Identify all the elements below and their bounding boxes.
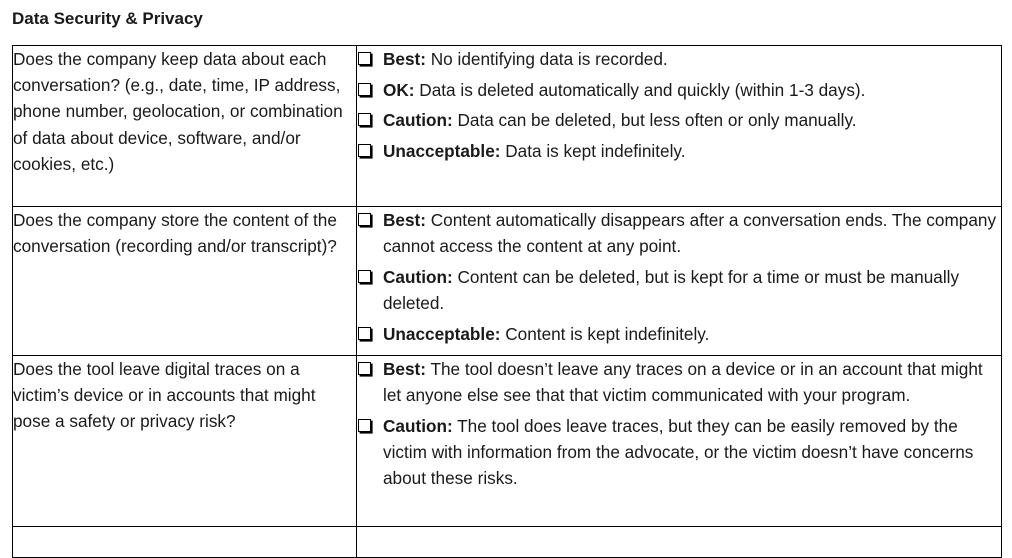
checkbox-option[interactable] bbox=[357, 356, 1001, 408]
checkbox-icon[interactable] bbox=[358, 213, 371, 226]
checkbox-option[interactable] bbox=[357, 264, 1001, 316]
table-row bbox=[13, 207, 1002, 356]
question-cell: Does the company keep data about each conversation? (e.g., date, time, IP address, phone number, geolocation, or combination of data about device, software, and/or cookies, etc.) bbox=[13, 46, 357, 207]
option-rating-label: Best: bbox=[383, 359, 426, 379]
option-rating-label: Unacceptable: bbox=[383, 323, 501, 344]
checkbox-option[interactable] bbox=[357, 413, 1001, 492]
option-text: Content can be deleted, but is kept for a time or must be manually deleted. bbox=[383, 266, 960, 314]
option-text: Data is kept indefinitely. bbox=[500, 141, 686, 162]
checkbox-icon[interactable] bbox=[358, 52, 371, 65]
question-cell: Does the company store the content of the conversation (recording and/or transcript)? bbox=[13, 207, 357, 356]
checkbox-option[interactable] bbox=[357, 138, 1001, 164]
checkbox-icon[interactable] bbox=[358, 144, 371, 157]
option-rating-label: Unacceptable: bbox=[383, 141, 501, 162]
option-text: No identifying data is recorded. bbox=[425, 49, 668, 69]
checkbox-option[interactable] bbox=[357, 46, 1001, 72]
checkbox-icon[interactable] bbox=[358, 419, 371, 432]
option-rating-label: Best: bbox=[383, 210, 426, 230]
privacy-checklist-table bbox=[12, 45, 1002, 558]
table-row bbox=[13, 356, 1002, 527]
option-rating-label: OK: bbox=[383, 79, 415, 100]
option-text: Content automatically disappears after a conversation ends. The company cannot access the content at any point. bbox=[383, 210, 997, 257]
checkbox-option[interactable] bbox=[357, 321, 1001, 347]
section-title: Data Security & Privacy bbox=[12, 9, 203, 28]
table-row bbox=[13, 527, 1002, 558]
option-text: Content is kept indefinitely. bbox=[500, 323, 710, 344]
option-rating-label: Caution: bbox=[383, 415, 453, 436]
checkbox-icon[interactable] bbox=[358, 362, 371, 375]
option-rating-label: Caution: bbox=[383, 266, 453, 287]
question-cell: Does the tool leave digital traces on a victim’s device or in accounts that might pose a safety or privacy risk? bbox=[13, 356, 357, 527]
option-rating-label: Best: bbox=[383, 49, 426, 69]
options-cell bbox=[357, 46, 1002, 207]
question-cell bbox=[13, 527, 357, 558]
option-text: Data can be deleted, but less often or only manually. bbox=[452, 110, 857, 131]
table-row bbox=[13, 46, 1002, 207]
option-text: Data is deleted automatically and quickly (within 1-3 days). bbox=[414, 79, 866, 100]
checkbox-icon[interactable] bbox=[358, 83, 371, 96]
checkbox-icon[interactable] bbox=[358, 270, 371, 283]
checkbox-option[interactable] bbox=[357, 207, 1001, 259]
option-text: The tool doesn’t leave any traces on a device or in an account that might let anyone else see that that victim communicated with your program. bbox=[383, 359, 983, 406]
option-text: The tool does leave traces, but they can be easily removed by the victim with information from the advocate, or the victim doesn’t have concerns about these risks. bbox=[383, 415, 974, 489]
checkbox-icon[interactable] bbox=[358, 113, 371, 126]
options-cell bbox=[357, 356, 1002, 527]
option-rating-label: Caution: bbox=[383, 110, 453, 131]
options-cell bbox=[357, 527, 1002, 558]
checkbox-icon[interactable] bbox=[358, 327, 371, 340]
options-cell bbox=[357, 207, 1002, 356]
checkbox-option[interactable] bbox=[357, 77, 1001, 103]
checkbox-option[interactable] bbox=[357, 107, 1001, 133]
